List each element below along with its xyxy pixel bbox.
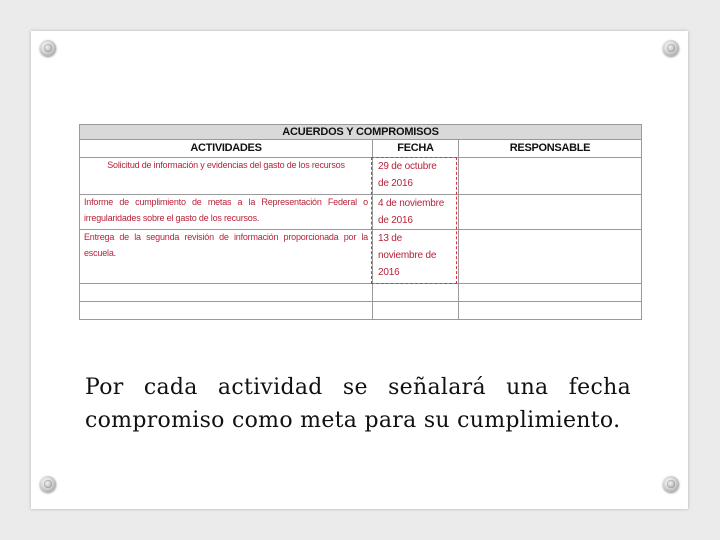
date-cell <box>373 230 459 284</box>
empty-cell <box>459 284 642 302</box>
date-line: de 2016 <box>378 178 413 189</box>
date-cell <box>373 158 459 195</box>
table-title: ACUERDOS Y COMPROMISOS <box>80 125 642 140</box>
table-header-row <box>80 140 642 158</box>
screw-icon-bottom-right <box>663 476 679 492</box>
responsable-cell <box>459 195 642 230</box>
responsable-cell <box>459 230 642 284</box>
table-row <box>80 195 642 230</box>
activity-cell: Entrega de la segunda revisión de información proporcionada por la escuela. <box>80 230 373 284</box>
date-line: de 2016 <box>378 215 413 226</box>
empty-cell <box>373 284 459 302</box>
screw-icon-bottom-left <box>40 476 56 492</box>
date-line: 2016 <box>378 267 400 278</box>
table-row <box>80 230 642 284</box>
date-line: noviembre de <box>378 250 437 261</box>
empty-cell <box>80 284 373 302</box>
acuerdos-table <box>79 124 642 320</box>
empty-cell <box>80 302 373 320</box>
table-row <box>80 158 642 195</box>
table-title-row <box>80 125 642 140</box>
screw-icon-top-right <box>663 40 679 56</box>
slide-caption: Por cada actividad se señalará una fecha compromiso como meta para su cumplimiento. <box>85 375 631 433</box>
empty-cell <box>459 302 642 320</box>
table-row-empty <box>80 284 642 302</box>
empty-cell <box>373 302 459 320</box>
header-fecha: FECHA <box>373 140 459 158</box>
table-row-empty <box>80 302 642 320</box>
date-line: 13 de <box>378 233 403 244</box>
slide <box>31 31 688 509</box>
date-cell <box>373 195 459 230</box>
responsable-cell <box>459 158 642 195</box>
header-actividades: ACTIVIDADES <box>80 140 373 158</box>
date-line: 4 de noviembre <box>378 198 445 209</box>
date-line: 29 de octubre <box>378 161 437 172</box>
screw-icon-top-left <box>40 40 56 56</box>
header-responsable: RESPONSABLE <box>459 140 642 158</box>
activity-cell: Informe de cumplimiento de metas a la Representación Federal o irregularidades sobre el gasto de los recursos. <box>80 195 373 230</box>
activity-cell: Solicitud de información y evidencias del gasto de los recursos <box>80 158 373 195</box>
